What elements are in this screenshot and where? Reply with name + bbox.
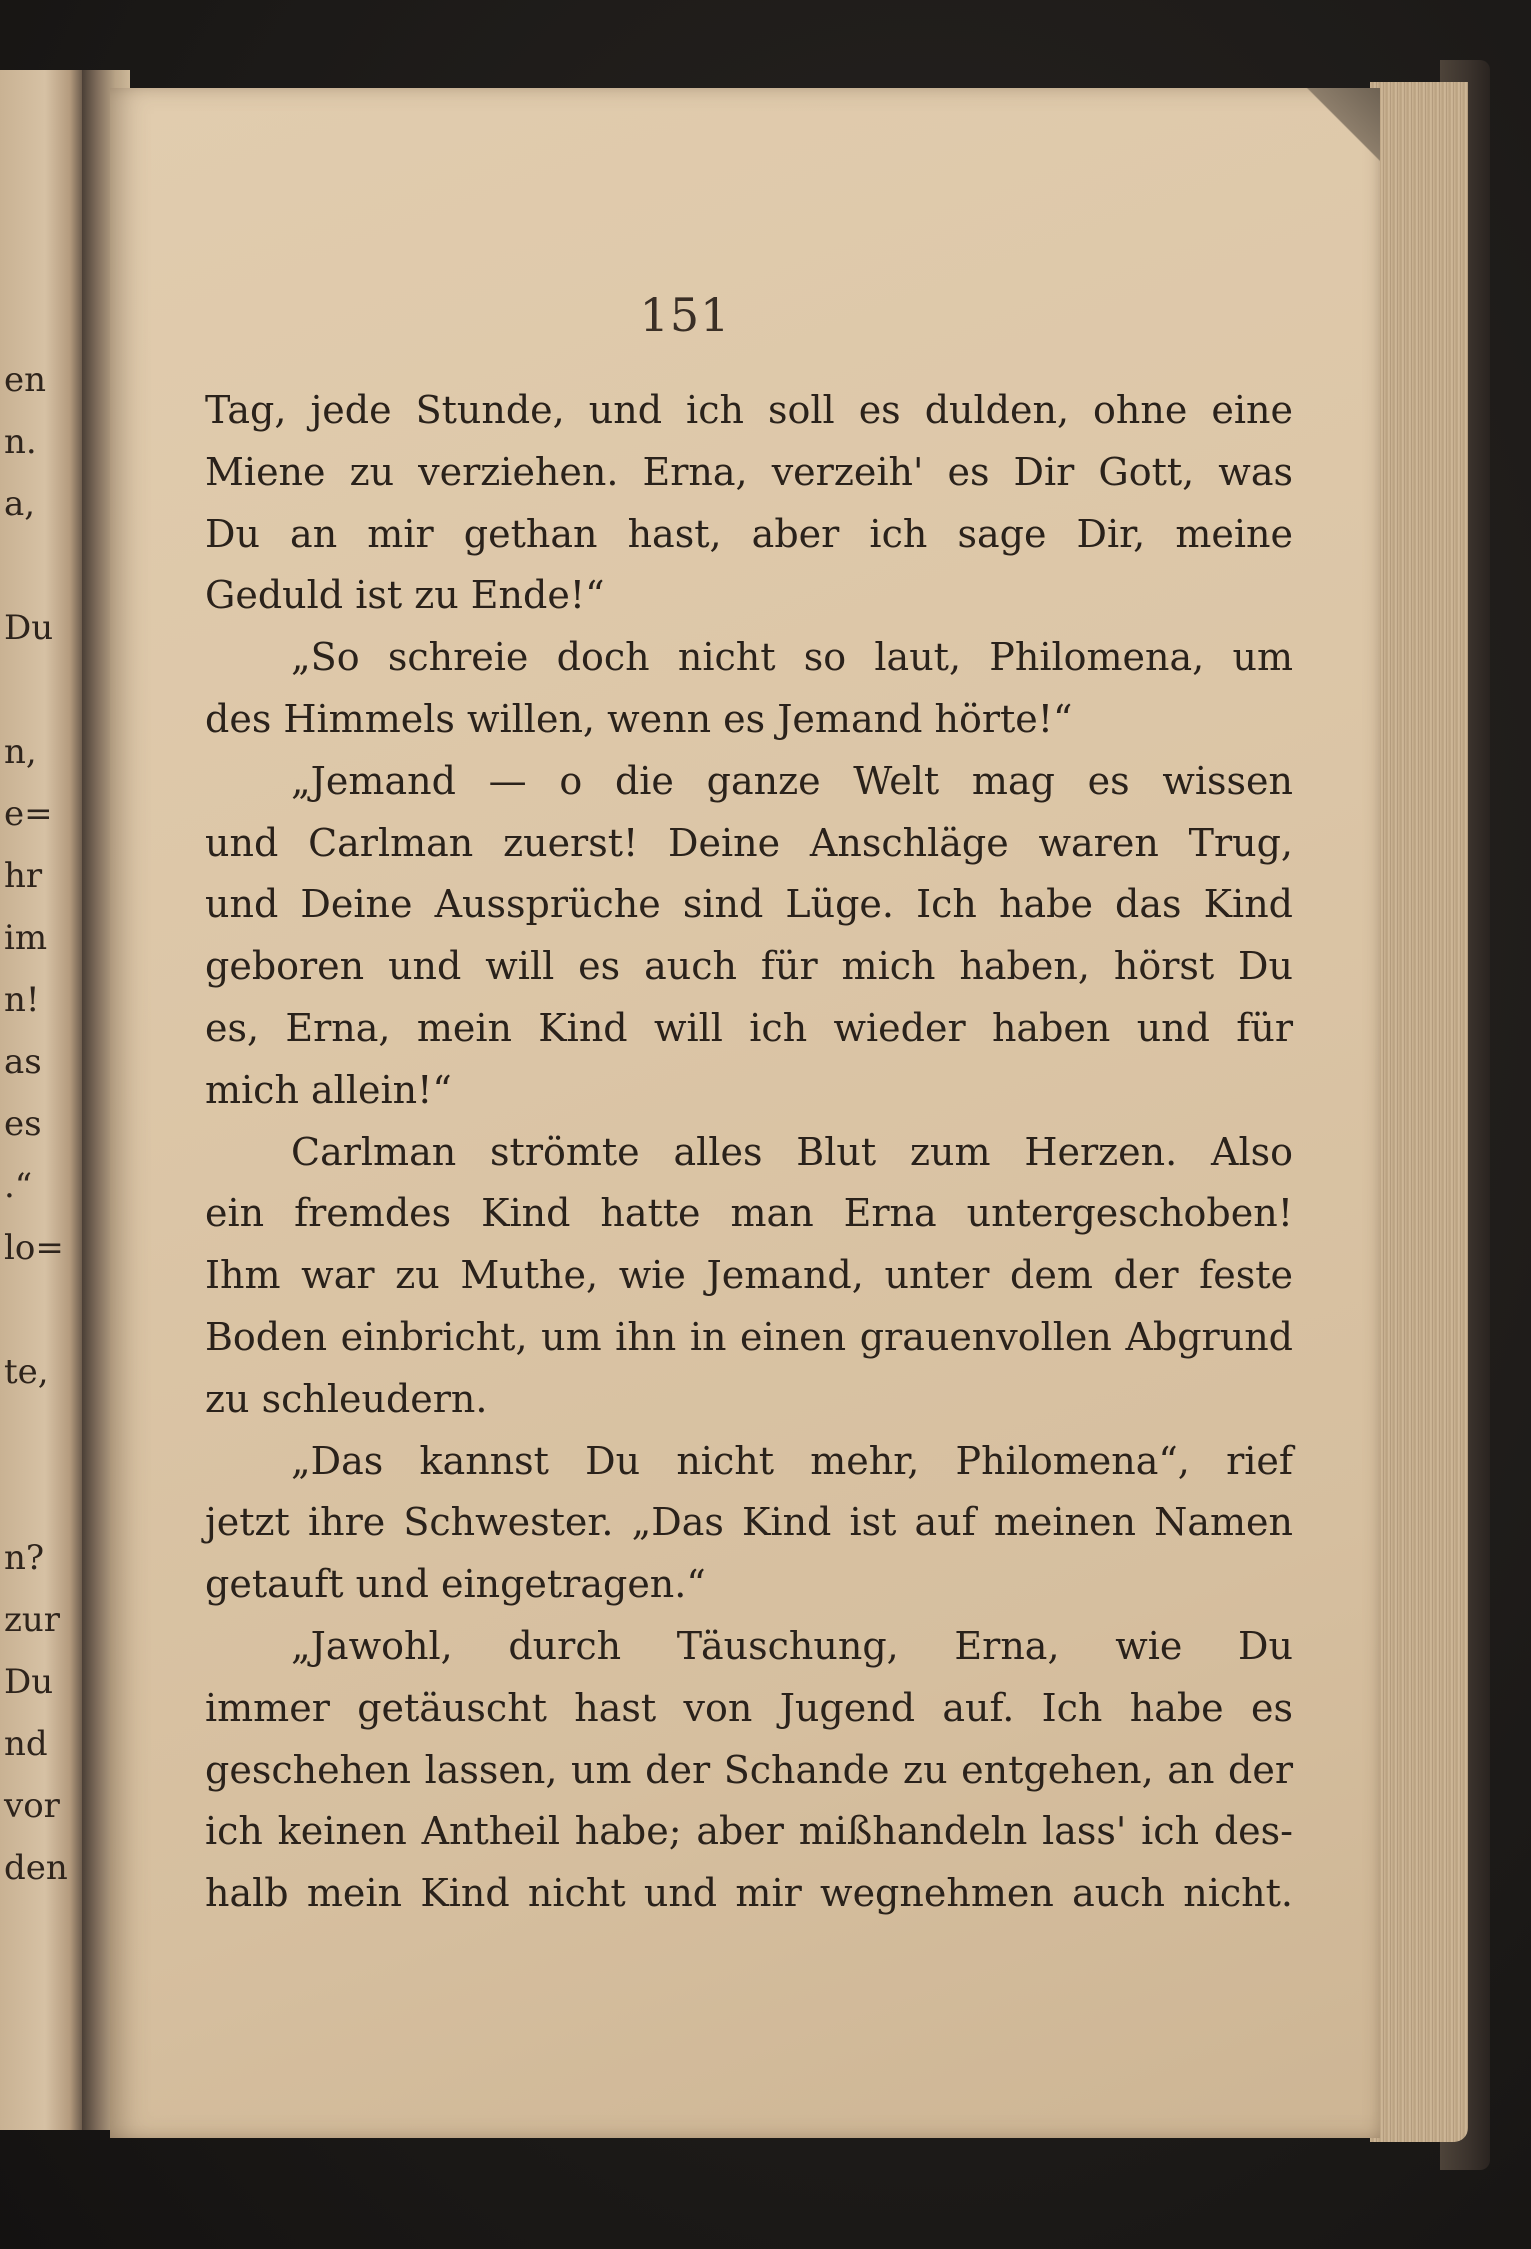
page-text xyxy=(205,380,1293,1925)
text-line: „Jemand — o die ganze Welt mag es wissen xyxy=(291,758,1293,803)
text-line: und Carlman zuerst! Deine Anschläge waren Trug, xyxy=(205,820,1293,865)
text-line: ich keinen Antheil habe; aber mißhandeln lass' ich des- xyxy=(205,1809,1293,1854)
page-edges xyxy=(1370,82,1468,2142)
text-line: es, Erna, mein Kind will ich wieder haben und für xyxy=(205,1005,1293,1050)
left-page-fragment: Du xyxy=(4,608,54,648)
left-page-fragment: lo= xyxy=(4,1228,64,1268)
left-page-fragment: .“ xyxy=(4,1166,33,1206)
text-line: ein fremdes Kind hatte man Erna untergeschoben! xyxy=(205,1191,1293,1236)
left-page-fragment: n! xyxy=(4,980,40,1020)
left-page-fragment: n? xyxy=(4,1538,45,1578)
text-line: immer getäuscht hast von Jugend auf. Ich habe es xyxy=(205,1685,1293,1730)
left-page-fragment: e= xyxy=(4,794,53,834)
text-line: Ihm war zu Muthe, wie Jemand, unter dem der feste xyxy=(205,1253,1293,1298)
text-line: Boden einbricht, um ihn in einen grauenvollen Abgrund xyxy=(205,1314,1293,1359)
left-page-fragment: im xyxy=(4,918,48,958)
left-page-fragment: as xyxy=(4,1042,42,1082)
text-line: getauft und eingetragen.“ xyxy=(205,1562,706,1607)
text-line: Geduld ist zu Ende!“ xyxy=(205,573,605,618)
left-page-fragment: nd xyxy=(4,1724,48,1764)
page-number: 151 xyxy=(639,288,731,342)
left-page-fragment: hr xyxy=(4,856,43,896)
left-page-fragment: n, xyxy=(4,732,37,772)
text-line: Du an mir gethan hast, aber ich sage Dir, meine xyxy=(205,511,1293,556)
folded-corner xyxy=(1290,88,1380,178)
left-page-fragment: den xyxy=(4,1848,68,1888)
left-page-fragment: es xyxy=(4,1104,42,1144)
left-page-fragment: n. xyxy=(4,422,37,462)
text-line: Carlman strömte alles Blut zum Herzen. Also xyxy=(291,1129,1293,1174)
text-line: „Das kannst Du nicht mehr, Philomena“, rief xyxy=(291,1438,1293,1483)
left-page-fragment: te, xyxy=(4,1352,49,1392)
left-page-fragment: en xyxy=(4,360,47,400)
left-page-fragment: vor xyxy=(4,1786,60,1826)
text-line: und Deine Aussprüche sind Lüge. Ich habe das Kind xyxy=(205,882,1293,927)
text-line: geschehen lassen, um der Schande zu entgehen, an der xyxy=(205,1747,1293,1792)
text-line: „So schreie doch nicht so laut, Philomena, um xyxy=(291,635,1293,680)
text-line: des Himmels willen, wenn es Jemand hörte!“ xyxy=(205,696,1073,741)
text-line: „Jawohl, durch Täuschung, Erna, wie Du xyxy=(291,1623,1293,1668)
text-line: geboren und will es auch für mich haben, hörst Du xyxy=(205,944,1293,989)
text-line: jetzt ihre Schwester. „Das Kind ist auf meinen Namen xyxy=(205,1500,1293,1545)
text-line: zu schleudern. xyxy=(205,1376,488,1421)
text-line: halb mein Kind nicht und mir wegnehmen auch nicht. xyxy=(205,1871,1293,1916)
left-neighbour-page xyxy=(0,70,82,2130)
left-page-fragment: zur xyxy=(4,1600,61,1640)
left-page-fragment: Du xyxy=(4,1662,54,1702)
text-line: Miene zu verziehen. Erna, verzeih' es Dir Gott, was xyxy=(205,449,1293,494)
text-line: mich allein!“ xyxy=(205,1067,452,1112)
left-page-fragment: a, xyxy=(4,484,36,524)
book-page xyxy=(110,88,1380,2138)
text-line: Tag, jede Stunde, und ich soll es dulden, ohne eine xyxy=(205,388,1293,432)
